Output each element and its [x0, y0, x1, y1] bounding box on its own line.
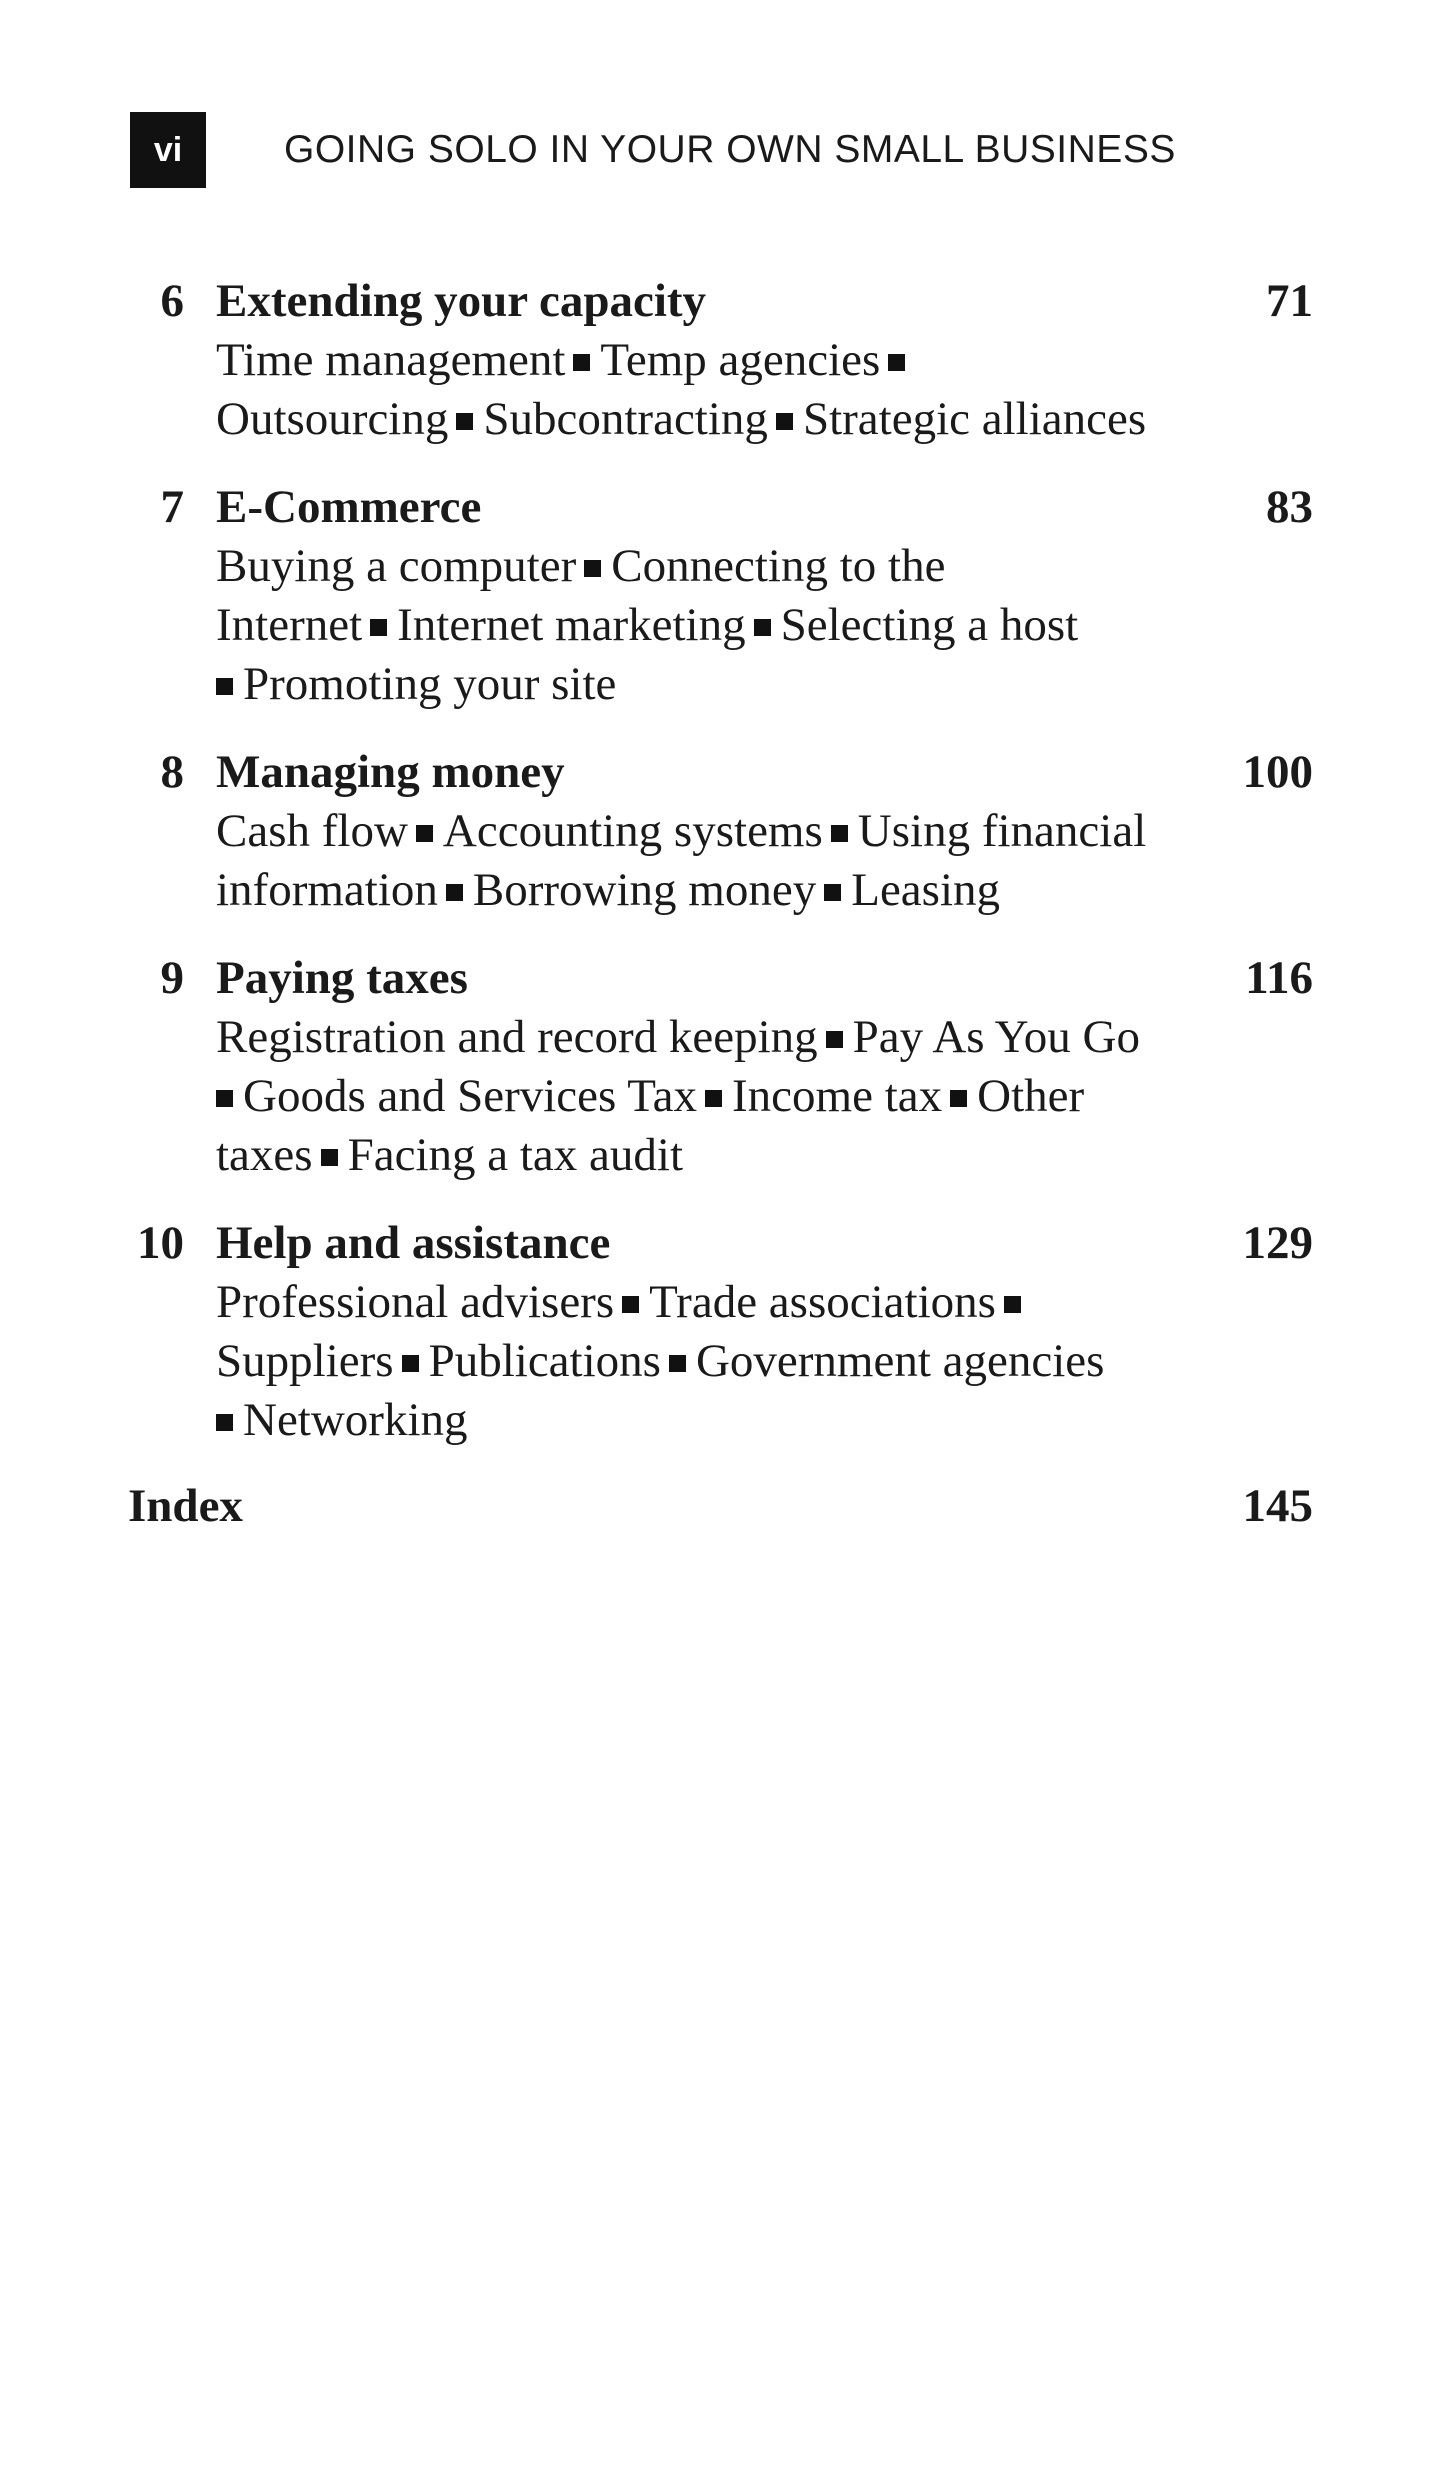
chapter-heading [128, 1214, 1313, 1273]
topic-line [216, 1391, 1226, 1450]
chapter-number: 7 [160, 481, 184, 533]
chapter-topics [216, 1008, 1226, 1185]
chapter-heading [128, 478, 1313, 537]
topic-text: Using financial [857, 805, 1147, 857]
chapter-title: Extending your capacity [216, 275, 707, 327]
topic-text: Professional advisers [216, 1276, 615, 1328]
chapter-entry [128, 478, 1313, 714]
topic-line [216, 655, 1226, 714]
square-bullet-icon [950, 1090, 967, 1107]
chapter-topics [216, 802, 1226, 920]
square-bullet-icon [416, 825, 433, 842]
square-bullet-icon [1004, 1296, 1021, 1313]
chapter-number: 9 [160, 952, 184, 1004]
running-header [130, 112, 1176, 188]
running-title: GOING SOLO IN YOUR OWN SMALL BUSINESS [284, 128, 1176, 171]
topic-text: Internet marketing [397, 599, 746, 651]
square-bullet-icon [456, 413, 473, 430]
topic-text: Time management [216, 334, 566, 386]
chapter-page: 116 [1245, 952, 1313, 1004]
chapter-entry [128, 1214, 1313, 1450]
square-bullet-icon [573, 354, 590, 371]
page-number: vi [153, 130, 183, 169]
topic-text: Networking [243, 1394, 468, 1446]
topic-line [216, 331, 1226, 390]
topic-text: Trade associations [649, 1276, 996, 1328]
square-bullet-icon [216, 1414, 233, 1431]
chapter-title: E-Commerce [216, 481, 482, 533]
chapter-page: 100 [1242, 746, 1313, 798]
topic-text: Leasing [851, 864, 1001, 916]
topic-text: Connecting to the [611, 540, 946, 592]
topic-line [216, 1126, 1226, 1185]
topic-text: Facing a tax audit [347, 1129, 684, 1181]
index-entry [128, 1477, 1313, 1536]
topic-text: Selecting a host [780, 599, 1079, 651]
topic-text: Borrowing money [472, 864, 817, 916]
topic-line [216, 1332, 1226, 1391]
topic-text: Suppliers [216, 1335, 394, 1387]
chapter-title: Managing money [216, 746, 565, 798]
square-bullet-icon [754, 619, 771, 636]
chapter-page: 83 [1266, 481, 1313, 533]
square-bullet-icon [888, 354, 905, 371]
chapter-topics [216, 537, 1226, 714]
topic-text: Pay As You Go [852, 1011, 1140, 1063]
chapter-number: 8 [160, 746, 184, 798]
chapter-number: 10 [137, 1217, 184, 1269]
chapter-number: 6 [160, 275, 184, 327]
topic-line [216, 390, 1226, 449]
chapter-heading [128, 743, 1313, 802]
page-number-box [130, 112, 206, 188]
topic-text: Government agencies [695, 1335, 1105, 1387]
chapter-topics [216, 1273, 1226, 1450]
chapter-entry [128, 743, 1313, 920]
square-bullet-icon [831, 825, 848, 842]
square-bullet-icon [216, 678, 233, 695]
chapter-list [128, 272, 1313, 1450]
square-bullet-icon [824, 884, 841, 901]
topic-line [216, 1008, 1226, 1067]
square-bullet-icon [446, 884, 463, 901]
square-bullet-icon [584, 560, 601, 577]
chapter-page: 129 [1242, 1217, 1313, 1269]
table-of-contents [128, 272, 1313, 1536]
topic-text: taxes [216, 1129, 313, 1181]
index-page: 145 [1242, 1480, 1313, 1532]
square-bullet-icon [216, 1090, 233, 1107]
topic-text: Subcontracting [483, 393, 768, 445]
square-bullet-icon [402, 1355, 419, 1372]
topic-text: Outsourcing [216, 393, 449, 445]
topic-text: Publications [428, 1335, 661, 1387]
topic-text: Income tax [732, 1070, 943, 1122]
topic-line [216, 1273, 1226, 1332]
square-bullet-icon [669, 1355, 686, 1372]
topic-line [216, 537, 1226, 596]
chapter-entry [128, 272, 1313, 449]
chapter-topics [216, 331, 1226, 449]
topic-text: Strategic alliances [802, 393, 1147, 445]
topic-line [216, 1067, 1226, 1126]
topic-text: Temp agencies [600, 334, 881, 386]
topic-line [216, 596, 1226, 655]
chapter-page: 71 [1266, 275, 1313, 327]
index-label: Index [128, 1480, 243, 1532]
square-bullet-icon [370, 619, 387, 636]
chapter-title: Paying taxes [216, 952, 468, 1004]
square-bullet-icon [321, 1149, 338, 1166]
topic-text: Promoting your site [243, 658, 617, 710]
square-bullet-icon [622, 1296, 639, 1313]
topic-text: information [216, 864, 438, 916]
square-bullet-icon [776, 413, 793, 430]
chapter-heading [128, 272, 1313, 331]
topic-line [216, 802, 1226, 861]
topic-text: Goods and Services Tax [243, 1070, 698, 1122]
topic-text: Registration and record keeping [216, 1011, 818, 1063]
square-bullet-icon [826, 1031, 843, 1048]
topic-text: Cash flow [216, 805, 408, 857]
topic-text: Buying a computer [216, 540, 577, 592]
topic-text: Internet [216, 599, 363, 651]
topic-text: Other [977, 1070, 1085, 1122]
chapter-entry [128, 949, 1313, 1185]
topic-line [216, 861, 1226, 920]
square-bullet-icon [705, 1090, 722, 1107]
chapter-heading [128, 949, 1313, 1008]
topic-text: Accounting systems [442, 805, 823, 857]
chapter-title: Help and assistance [216, 1217, 611, 1269]
